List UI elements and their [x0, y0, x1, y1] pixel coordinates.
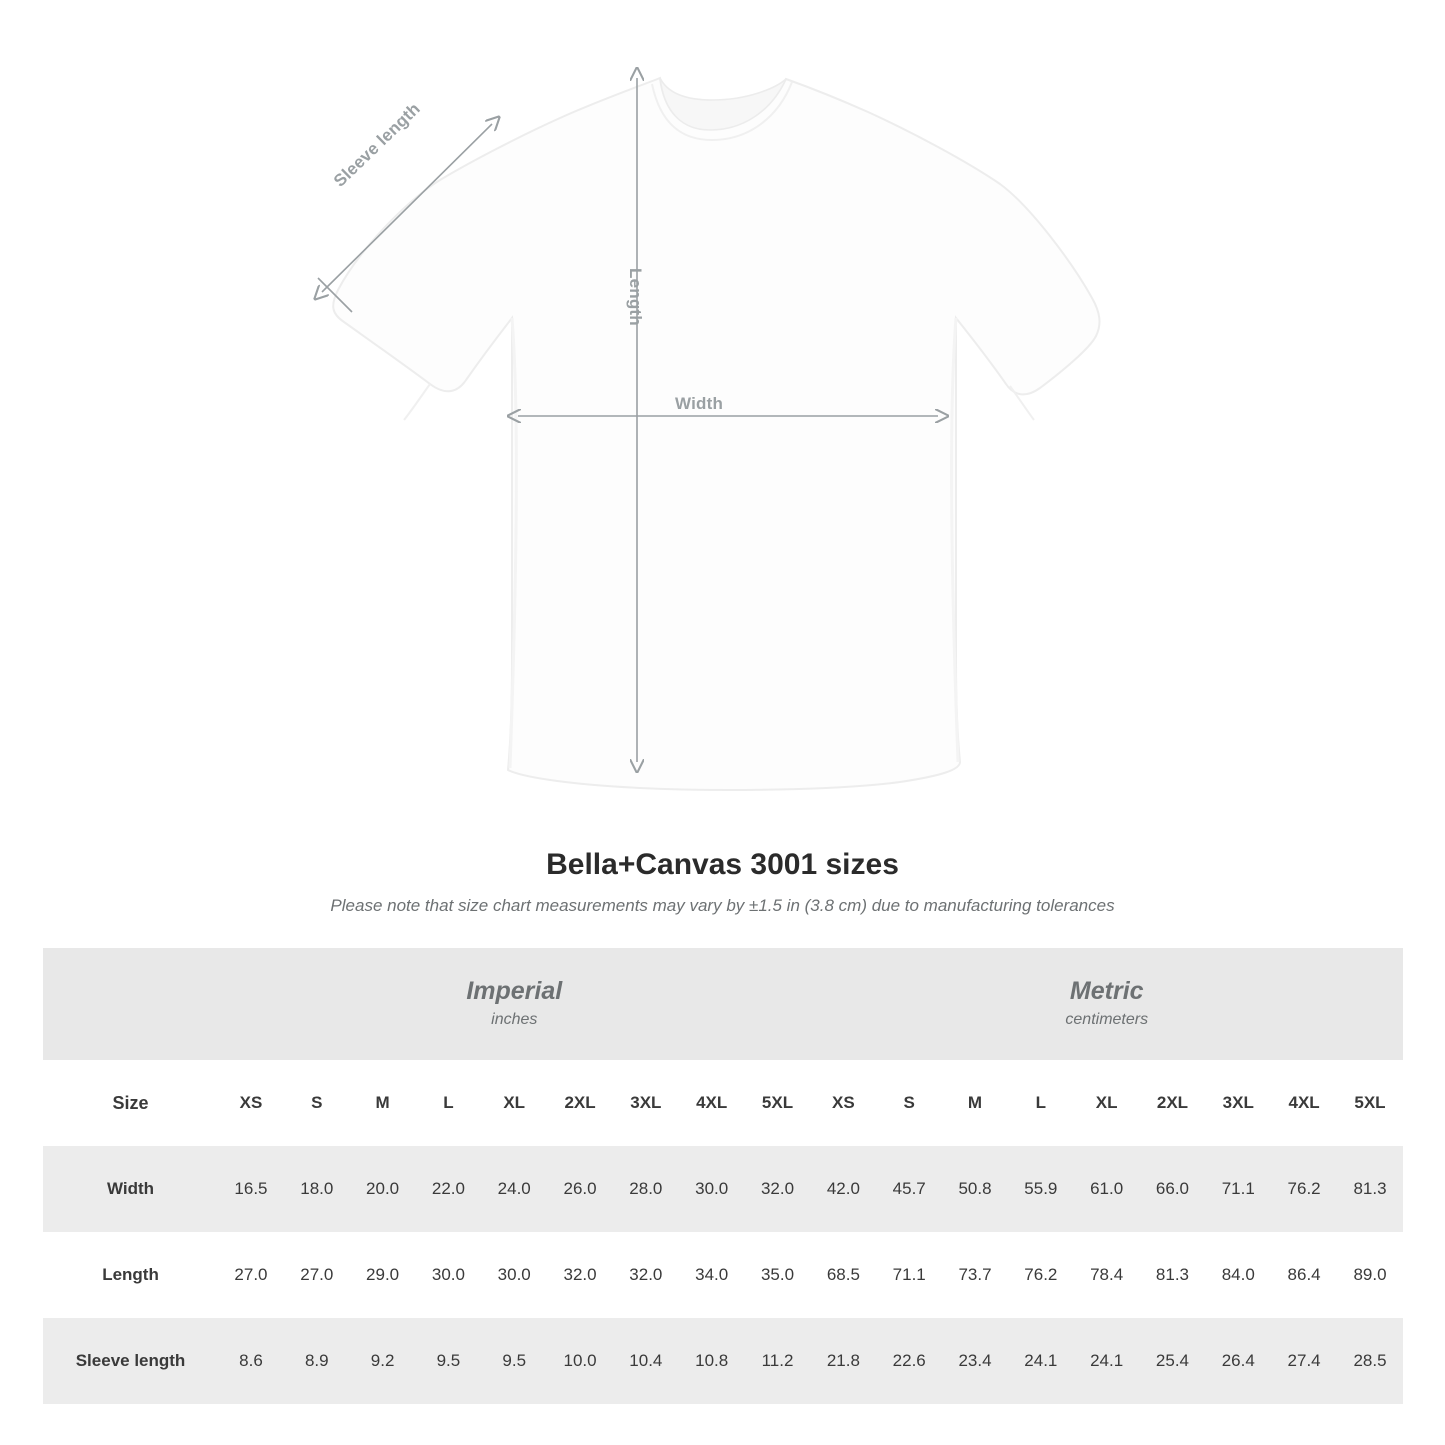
table-cell: 22.6: [876, 1318, 942, 1404]
table-cell: 28.5: [1337, 1318, 1403, 1404]
size-header-cell: XL: [1074, 1060, 1140, 1146]
table-cell: 34.0: [679, 1232, 745, 1318]
table-cell: 21.8: [810, 1318, 876, 1404]
size-header-cell: 2XL: [1140, 1060, 1206, 1146]
table-cell: 26.4: [1205, 1318, 1271, 1404]
table-cell: 22.0: [416, 1146, 482, 1232]
table-cell: 76.2: [1271, 1146, 1337, 1232]
unit-group-imperial-name: Imperial: [466, 976, 563, 1005]
table-cell: 71.1: [1205, 1146, 1271, 1232]
table-cell: 81.3: [1337, 1146, 1403, 1232]
unit-group-metric-name: Metric: [1069, 976, 1144, 1005]
size-header-row: [43, 1060, 1403, 1146]
table-cell: 71.1: [876, 1232, 942, 1318]
table-cell: 24.1: [1074, 1318, 1140, 1404]
size-header-cell: 5XL: [1337, 1060, 1403, 1146]
size-header-cell: 5XL: [745, 1060, 811, 1146]
unit-group-metric-sub: centimeters: [1065, 1010, 1149, 1028]
table-cell: 10.4: [613, 1318, 679, 1404]
table-cell: 81.3: [1140, 1232, 1206, 1318]
unit-group-imperial: [218, 948, 810, 1060]
table-cell: 16.5: [218, 1146, 284, 1232]
table-cell: 27.4: [1271, 1318, 1337, 1404]
table-cell: 26.0: [547, 1146, 613, 1232]
size-header-cell: 4XL: [1271, 1060, 1337, 1146]
table-cell: 50.8: [942, 1146, 1008, 1232]
table-cell: 32.0: [613, 1232, 679, 1318]
size-header-cell: L: [416, 1060, 482, 1146]
table-cell: 32.0: [547, 1232, 613, 1318]
table-cell: 76.2: [1008, 1232, 1074, 1318]
table-cell: 30.0: [481, 1232, 547, 1318]
table-cell: 30.0: [679, 1146, 745, 1232]
table-cell: 35.0: [745, 1232, 811, 1318]
table-cell: 84.0: [1205, 1232, 1271, 1318]
sleeve-length-label: Sleeve length: [330, 99, 424, 191]
table-cell: 24.1: [1008, 1318, 1074, 1404]
table-cell: 9.5: [416, 1318, 482, 1404]
size-header-cell: 3XL: [1205, 1060, 1271, 1146]
tolerance-note: Please note that size chart measurements may vary by ±1.5 in (3.8 cm) due to manufacturing tolerances: [330, 896, 1115, 915]
unit-group-metric: [810, 948, 1403, 1060]
title-block: [0, 848, 1445, 916]
table-cell: 27.0: [284, 1232, 350, 1318]
size-header-cell: 4XL: [679, 1060, 745, 1146]
table-cell: 30.0: [416, 1232, 482, 1318]
size-header-cell: 3XL: [613, 1060, 679, 1146]
table-cell: 89.0: [1337, 1232, 1403, 1318]
size-header-cell: M: [942, 1060, 1008, 1146]
table-cell: 78.4: [1074, 1232, 1140, 1318]
length-label: Length: [626, 268, 645, 326]
unit-header-spacer: [43, 948, 218, 1060]
unit-header-row: [43, 948, 1403, 1060]
table-cell: 10.8: [679, 1318, 745, 1404]
table-cell: 18.0: [284, 1146, 350, 1232]
table-cell: 32.0: [745, 1146, 811, 1232]
table-cell: 11.2: [745, 1318, 811, 1404]
row-label: Sleeve length: [43, 1318, 218, 1404]
size-header-cell: M: [350, 1060, 416, 1146]
table-cell: 61.0: [1074, 1146, 1140, 1232]
size-header-cell: XL: [481, 1060, 547, 1146]
table-cell: 28.0: [613, 1146, 679, 1232]
table-cell: 9.5: [481, 1318, 547, 1404]
table-cell: 68.5: [810, 1232, 876, 1318]
size-header-label: Size: [43, 1060, 218, 1146]
table-cell: 25.4: [1140, 1318, 1206, 1404]
size-header-cell: S: [284, 1060, 350, 1146]
table-cell: 9.2: [350, 1318, 416, 1404]
table-cell: 24.0: [481, 1146, 547, 1232]
table-row: [43, 1232, 1403, 1318]
size-table: [43, 948, 1403, 1404]
table-cell: 27.0: [218, 1232, 284, 1318]
size-header-cell: XS: [810, 1060, 876, 1146]
table-cell: 66.0: [1140, 1146, 1206, 1232]
size-header-cell: L: [1008, 1060, 1074, 1146]
table-cell: 45.7: [876, 1146, 942, 1232]
size-header-cell: XS: [218, 1060, 284, 1146]
table-row: [43, 1318, 1403, 1404]
table-cell: 86.4: [1271, 1232, 1337, 1318]
table-cell: 8.6: [218, 1318, 284, 1404]
table-cell: 29.0: [350, 1232, 416, 1318]
width-label: Width: [675, 394, 724, 413]
table-cell: 55.9: [1008, 1146, 1074, 1232]
table-cell: 73.7: [942, 1232, 1008, 1318]
table-row: [43, 1146, 1403, 1232]
tshirt-shape: [333, 78, 1099, 790]
table-cell: 42.0: [810, 1146, 876, 1232]
row-label: Width: [43, 1146, 218, 1232]
table-cell: 10.0: [547, 1318, 613, 1404]
row-label: Length: [43, 1232, 218, 1318]
table-cell: 23.4: [942, 1318, 1008, 1404]
table-cell: 20.0: [350, 1146, 416, 1232]
size-header-cell: 2XL: [547, 1060, 613, 1146]
table-cell: 8.9: [284, 1318, 350, 1404]
unit-group-imperial-sub: inches: [491, 1010, 538, 1028]
page-title: Bella+Canvas 3001 sizes: [546, 848, 899, 881]
size-table-wrap: [43, 948, 1403, 1404]
size-header-cell: S: [876, 1060, 942, 1146]
